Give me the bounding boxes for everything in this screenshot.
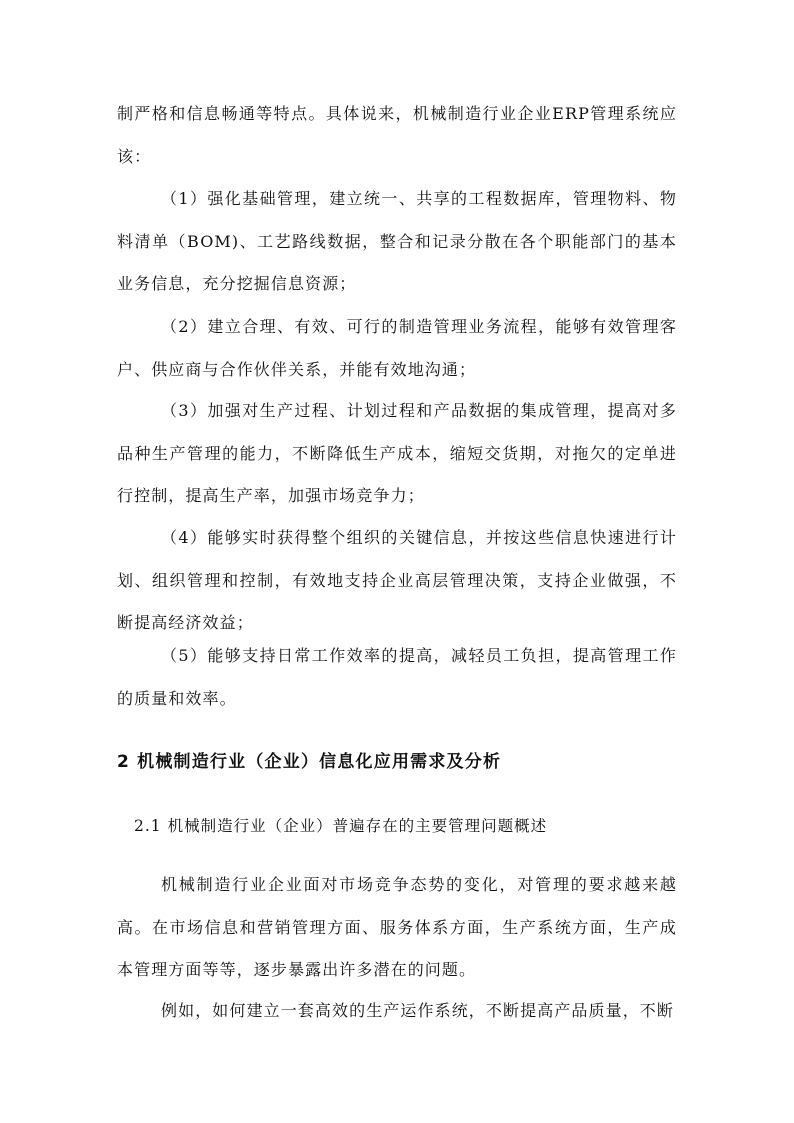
paragraph-management-problems: 机械制造行业企业面对市场竞争态势的变化，对管理的要求越来越高。在市场信息和营销管理方面、服务体系方面，生产系统方面，生产成本管理方面等等，逐步暴露出许多潜在的问题。: [117, 875, 677, 979]
paragraph-item-4: （4）能够实时获得整个组织的关键信息，并按这些信息快速进行计划、组织管理和控制，有效地支持企业高层管理决策，支持企业做强，不断提高经济效益；: [117, 528, 677, 632]
paragraph-item-3: （3）加强对生产过程、计划过程和产品数据的集成管理，提高对多品种生产管理的能力，不断降低生产成本，缩短交货期，对拖欠的定单进行控制，提高生产率，加强市场竞争力；: [117, 401, 677, 505]
paragraph-item-2: （2）建立合理、有效、可行的制造管理业务流程，能够有效管理客户、供应商与合作伙伴关系，并能有效地沟通；: [117, 317, 677, 379]
paragraph-item-1: （1）强化基础管理，建立统一、共享的工程数据库，管理物料、物料清单（BOM)、工艺路线数据，整合和记录分散在各个职能部门的基本业务信息，充分挖掘信息资源；: [117, 189, 677, 293]
section-heading-2-1: 2.1 机械制造行业（企业）普遍存在的主要管理问题概述: [134, 817, 548, 835]
section-heading-2: 2 机械制造行业（企业）信息化应用需求及分析: [117, 752, 502, 772]
paragraph-example: 例如，如何建立一套高效的生产运作系统，不断提高产品质量，不断: [161, 1001, 675, 1020]
paragraph-intro: 制严格和信息畅通等特点。具体说来，机械制造行业企业ERP管理系统应该：: [117, 104, 677, 166]
paragraph-item-5: （5）能够支持日常工作效率的提高，减轻员工负担，提高管理工作的质量和效率。: [117, 646, 677, 708]
